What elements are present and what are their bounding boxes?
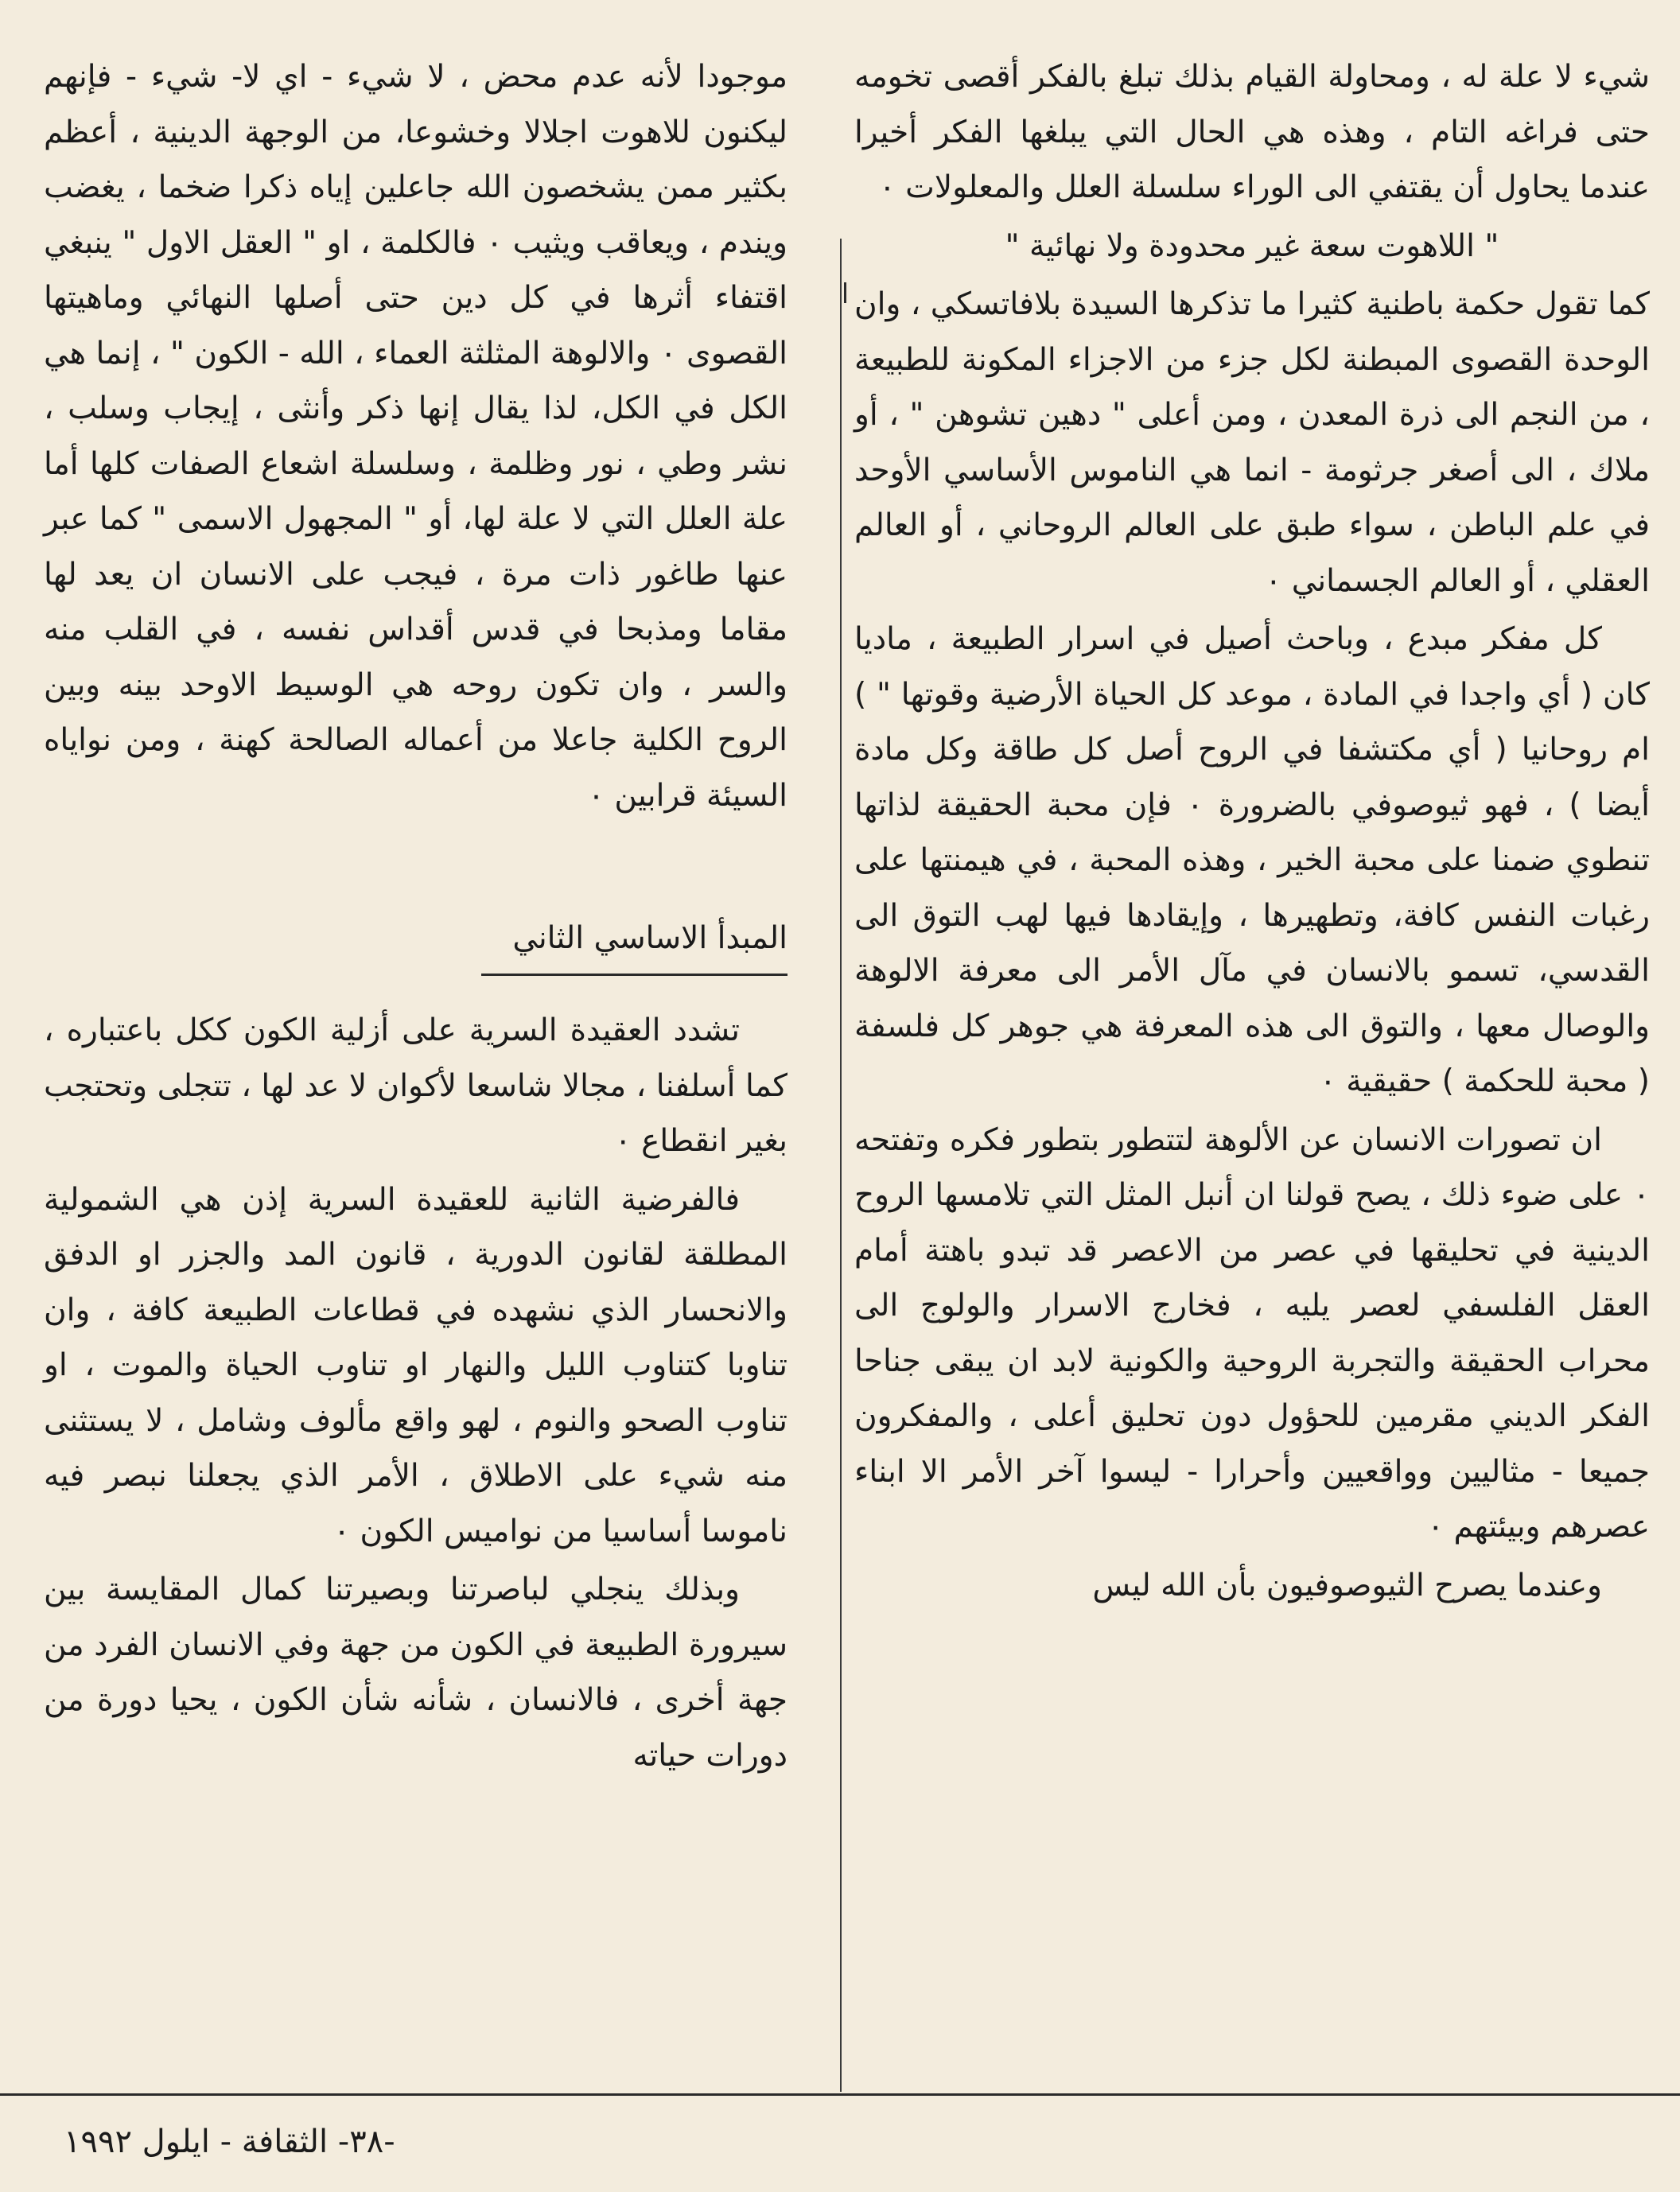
paragraph: وعندما يصرح الثيوصوفيون بأن الله ليس xyxy=(1092,1567,1602,1603)
paragraph: كما تقول حكمة باطنية كثيرا ما تذكرها السيدة بلافاتسكي ، وان الوحدة القصوى المبطنة لكل جزء من الاجزاء المكونة للطبيعة ، من النجم الى ذرة المعدن ، ومن أعلى " دهين تشوهن " ، أو ملاك ، الى أصغر جرثومة - انما هي الناموس الأساسي الأوحد في علم الباطن ، سواء طبق على العالم الروحاني ، أو العالم العقلي ، أو العالم الجسماني ٠ xyxy=(854,286,1650,599)
left-column xyxy=(44,49,788,1786)
column-divider xyxy=(840,239,842,2092)
paragraph: ان تصورات الانسان عن الألوهة لتتطور بتطور فكره وتفتحه ٠ على ضوء ذلك ، يصح قولنا ان أنبل المثل التي تلامسها الروح الدينية في تحليقها في عصر من الاعصر قد تبدو باهتة أمام العقل الفلسفي لعصر يليه ، فخارج الاسرار والولوج الى محراب الحقيقة والتجربة الروحية والكونية لابد ان يبقى جناحا الفكر الديني مقرمين للحؤول دون تحليق أعلى ، والمفكرون جميعا - مثاليين وواقعيين وأحرارا - ليسوا آخر الأمر الا ابناء عصرهم وبيئتهم ٠ xyxy=(854,1121,1650,1545)
paragraph: تشدد العقيدة السرية على أزلية الكون ككل باعتباره ، كما أسلفنا ، مجالا شاسعا لأكوان لا عد لها ، تتجلى وتحتجب بغير انقطاع ٠ xyxy=(44,1012,788,1159)
quote-line: " اللاهوت سعة غير محدودة ولا نهائية " xyxy=(1005,227,1499,264)
footer-rule xyxy=(0,2093,1680,2096)
page-footer: -٣٨- الثقافة - ايلول ١٩٩٢ xyxy=(64,2124,395,2160)
paragraph: موجودا لأنه عدم محض ، لا شيء - اي لا- شيء - فإنهم ليكنون للاهوت اجلالا وخشوعا، من الوجهة الدينية ، أعظم بكثير ممن يشخصون الله جاعلين إياه ذكرا ضخما ، يغضب ويندم ، ويعاقب ويثيب ٠ فالكلمة ، او " العقل الاول " ينبغي اقتفاء أثرها في كل دين حتى أصلها النهائي وماهيتها القصوى ٠ والالوهة المثلثة العماء ، الله - الكون " ، إنما هي الكل في الكل، لذا يقال إنها ذكر وأنثى ، إيجاب وسلب ، نشر وطي ، نور وظلمة ، وسلسلة اشعاع الصفات كلها أما علة العلل التي لا علة لها، أو " المجهول الاسمى " كما عبر عنها طاغور ذات مرة ، فيجب على الانسان ان يعد لها مقاما ومذبحا في قدس أقداس نفسه ، في القلب منه والسر ، وان تكون روحه هي الوسيط الاوحد بينه وبين الروح الكلية جاعلا من أعماله الصالحة كهنة ، ومن نواياه السيئة قرابين ٠ xyxy=(44,59,788,814)
paragraph: شيء لا علة له ، ومحاولة القيام بذلك تبلغ بالفكر أقصى تخومه حتى فراغه التام ، وهذه هي الحال التي يبلغها الفكر أخيرا عندما يحاول أن يقتفي الى الوراء سلسلة العلل والمعلولات ٠ xyxy=(854,59,1650,205)
section-heading: المبدأ الاساسي الثاني xyxy=(512,920,788,956)
paragraph: فالفرضية الثانية للعقيدة السرية إذن هي الشمولية المطلقة لقانون الدورية ، قانون المد والجزر او الدفق والانحسار الذي نشهده في قطاعات الطبيعة كافة ، وان تناوبا كتناوب الليل والنهار او تناوب الحياة والموت ، او تناوب الصحو والنوم ، لهو واقع مألوف وشامل ، لا يستثنى منه شيء على الاطلاق ، الأمر الذي يجعلنا نبصر فيه ناموسا أساسيا من نواميس الكون ٠ xyxy=(44,1181,788,1549)
right-column xyxy=(854,49,1650,1616)
paragraph: كل مفكر مبدع ، وباحث أصيل في اسرار الطبيعة ، ماديا كان ( أي واجدا في المادة ، موعد كل الحياة الأرضية وقوتها " ) ام روحانيا ( أي مكتشفا في الروح أصل كل طاقة وكل مادة أيضا ) ، فهو ثيوصوفي بالضرورة ٠ فإن محبة الحقيقة لذاتها تنطوي ضمنا على محبة الخير ، وهذه المحبة ، في هيمنتها على رغبات النفس كافة، وتطهيرها ، وإيقادها فيها لهب التوق الى القدسي، تسمو بالانسان في مآل الأمر الى معرفة الالوهة والوصال معها ، والتوق الى هذه المعرفة هي جوهر كل فلسفة ( محبة للحكمة ) حقيقية ٠ xyxy=(854,621,1650,1099)
column-tick-mark xyxy=(844,282,846,303)
paragraph: وبذلك ينجلي لباصرتنا وبصيرتنا كمال المقايسة بين سيرورة الطبيعة في الكون من جهة وفي الانسان الفرد من جهة أخرى ، فالانسان ، شأنه شأن الكون ، يحيا دورة من دورات حياته xyxy=(44,1572,788,1774)
heading-underline xyxy=(481,974,788,976)
